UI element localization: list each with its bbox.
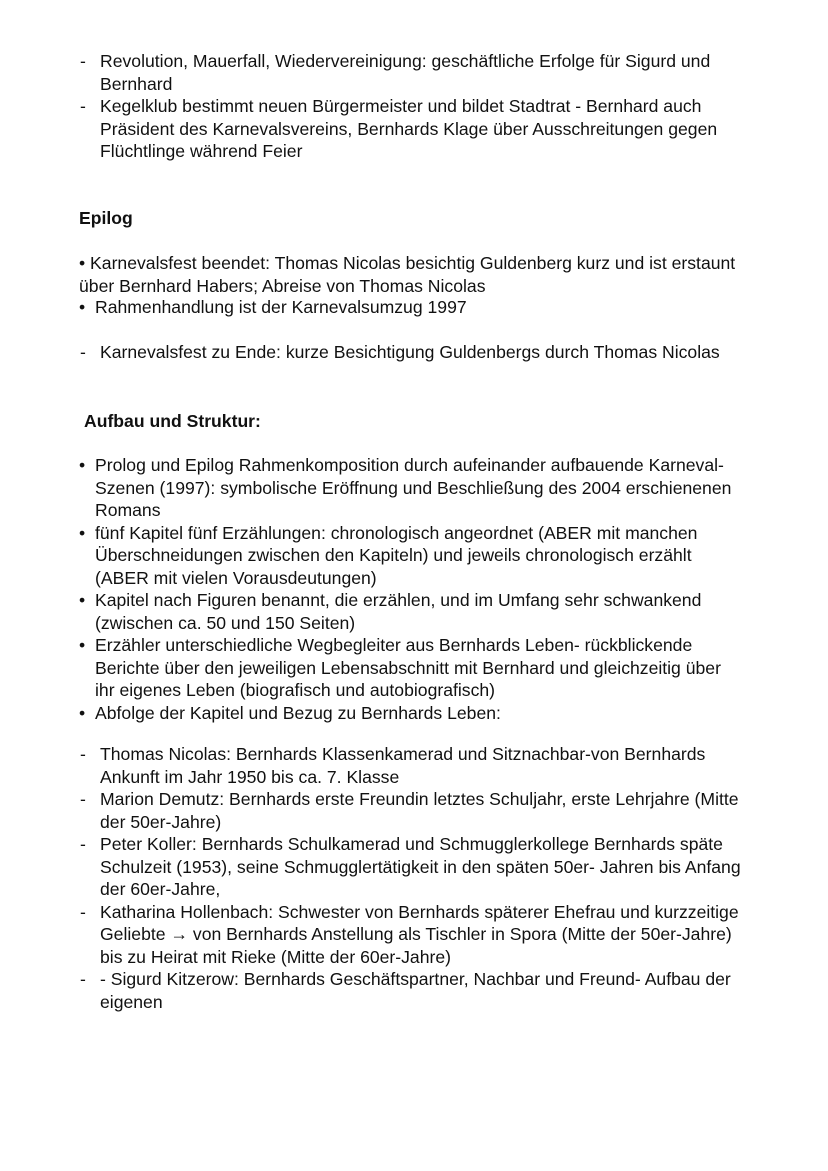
list-item-text: Kapitel nach Figuren benannt, die erzählen, und im Umfang sehr schwankend (zwischen ca. 50 und 150 Seiten) <box>95 590 702 633</box>
bullet-marker: • <box>79 522 86 543</box>
list-item-text: - Sigurd Kitzerow: Bernhards Geschäftspartner, Nachbar und Freund- Aufbau der eigenen <box>100 969 731 1012</box>
intro-dash-list <box>0 50 760 163</box>
chapter-dash-list <box>0 743 745 1013</box>
list-item-text: Revolution, Mauerfall, Wiedervereinigung: geschäftliche Erfolge für Sigurd und Bernhard <box>100 51 711 94</box>
dash-marker: - <box>80 969 86 989</box>
list-item <box>0 833 745 901</box>
dash-marker: - <box>80 789 86 809</box>
bullet-marker: • <box>79 590 86 610</box>
dash-marker: - <box>80 51 86 71</box>
dash-marker: - <box>80 96 86 116</box>
list-item <box>0 454 745 522</box>
list-item-text: Karnevalsfest zu Ende: kurze Besichtigung Guldenbergs durch Thomas Nicolas <box>100 342 720 362</box>
bullet-marker: • <box>79 455 86 475</box>
dash-marker: - <box>80 901 86 922</box>
dash-marker: - <box>80 342 86 362</box>
list-item <box>0 50 760 95</box>
epilog-dash-list <box>0 341 740 364</box>
list-item <box>0 634 745 702</box>
list-item-text: fünf Kapitel fünf Erzählungen: chronologisch angeordnet (ABER mit manchen Überschneidungen zwischen den Kapiteln) und jeweils chronologisch erzählt (ABER mit vielen Vorausdeutungen) <box>95 522 698 588</box>
dash-marker: - <box>80 834 86 854</box>
list-item-text: Katharina Hollenbach: Schwester von Bernhards späterer Ehefrau und kurzzeitige Geliebte → von Bernhards Anstellung als Tischler in Spora (Mitte der 50er-Jahre) bis zu Heirat mit Rieke (Mitte der 60er-Jahre) <box>100 901 739 967</box>
bullet-marker: • <box>79 297 86 317</box>
list-item <box>0 522 745 590</box>
aufbau-heading: Aufbau und Struktur: <box>84 411 261 431</box>
epilog-bullet-list <box>0 296 760 319</box>
list-item-text: Kegelklub bestimmt neuen Bürgermeister und bildet Stadtrat - Bernhard auch Präsident des Karnevalsvereins, Bernhards Klage über Ausschreitungen gegen Flüchtlinge während Feier <box>100 96 718 161</box>
list-item <box>0 968 745 1013</box>
epilog-heading: Epilog <box>79 208 133 228</box>
list-item-text: Abfolge der Kapitel und Bezug zu Bernhards Leben: <box>95 702 501 723</box>
list-item-text: Erzähler unterschiedliche Wegbegleiter aus Bernhards Leben- rückblickende Berichte über den jeweiligen Lebensabschnitt mit Bernhard und gleichzeitig über ihr eigenes Leben (biografisch und autobiografisch) <box>95 635 721 700</box>
list-item <box>0 901 745 969</box>
list-item-text: Peter Koller: Bernhards Schulkamerad und Schmugglerkollege Bernhards späte Schulzeit (1953), seine Schmugglertätigkeit in den späten 50er- Jahren bis Anfang der 60er-Jahre, <box>100 834 741 899</box>
list-item-text: Prolog und Epilog Rahmenkomposition durch aufeinander aufbauende Karneval-Szenen (1997): symbolische Eröffnung und Beschließung des 2004 erschienenen Romans <box>95 455 732 520</box>
bullet-marker: • <box>79 702 86 723</box>
list-item <box>0 589 745 634</box>
list-item <box>0 702 745 725</box>
list-item <box>0 788 745 833</box>
bullet-marker: • <box>79 635 86 655</box>
list-item-text: Marion Demutz: Bernhards erste Freundin letztes Schuljahr, erste Lehrjahre (Mitte der 50er-Jahre) <box>100 789 739 832</box>
list-item <box>0 296 760 319</box>
aufbau-bullet-list <box>0 454 745 724</box>
list-item <box>0 743 745 788</box>
list-item-text: Rahmenhandlung ist der Karnevalsumzug 1997 <box>95 297 467 317</box>
dash-marker: - <box>80 744 86 764</box>
epilog-paragraph: • Karnevalsfest beendet: Thomas Nicolas besichtig Guldenberg kurz und ist erstaunt über Bernhard Habers; Abreise von Thomas Nicolas <box>79 253 736 296</box>
list-item <box>0 95 760 163</box>
list-item-text: Thomas Nicolas: Bernhards Klassenkamerad und Sitznachbar-von Bernhards Ankunft im Jahr 1950 bis ca. 7. Klasse <box>100 744 706 787</box>
list-item <box>0 341 740 364</box>
